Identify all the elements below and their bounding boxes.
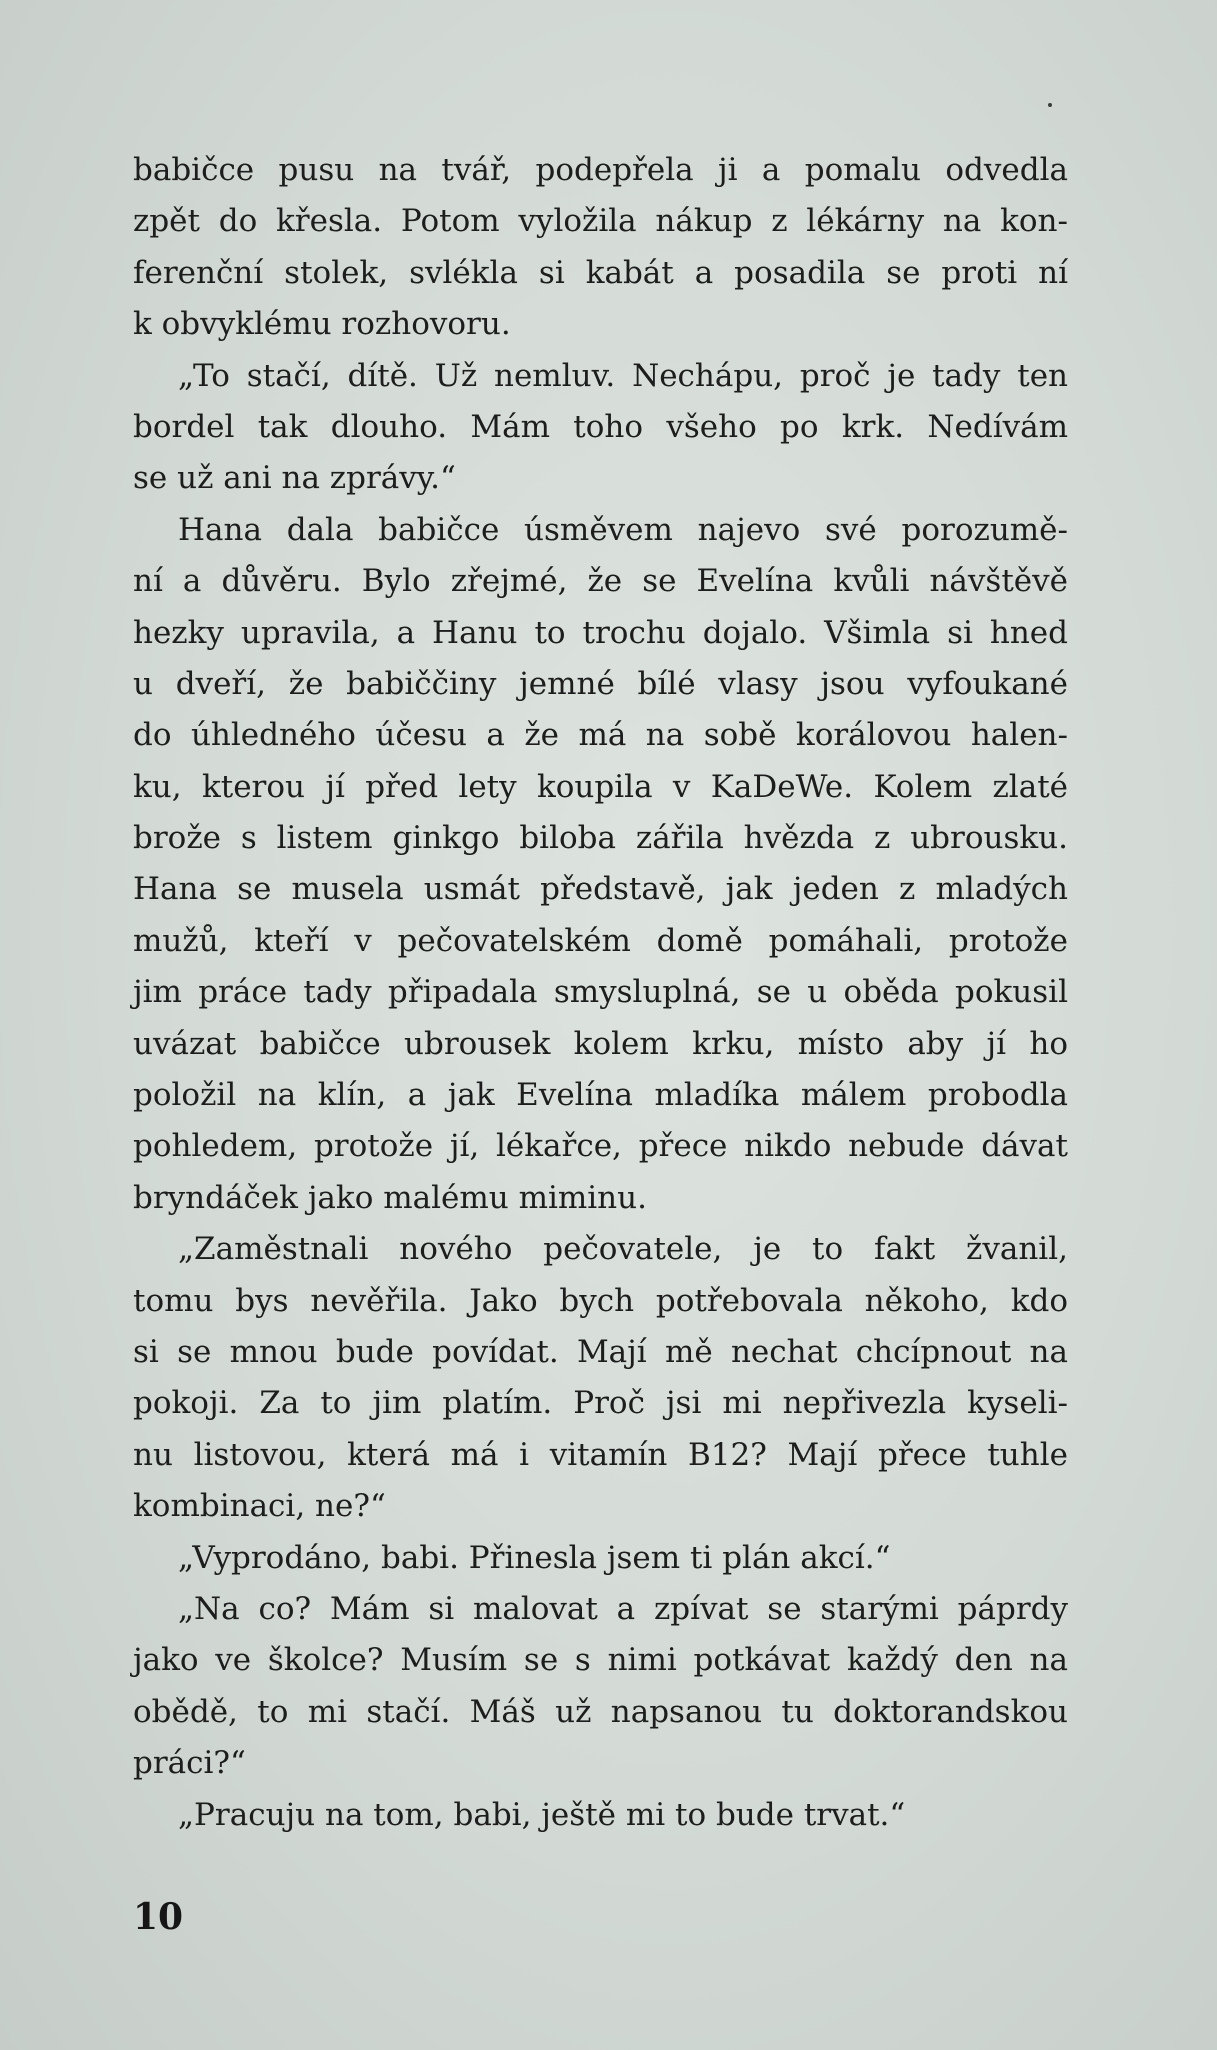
text-line: do úhledného účesu a že má na sobě korálovou halen- <box>133 717 1068 754</box>
text-line: si se mnou bude povídat. Mají mě nechat chcípnout na <box>133 1333 1068 1370</box>
text-line: nu listovou, která má i vitamín B12? Mají přece tuhle <box>133 1436 1068 1473</box>
text-line: obědě, to mi stačí. Máš už napsanou tu doktorandskou <box>133 1693 1068 1730</box>
text-line: bordel tak dlouho. Mám toho všeho po krk. Nedívám <box>133 408 1068 445</box>
text-line: uvázat babičce ubrousek kolem krku, místo aby jí ho <box>133 1025 1068 1062</box>
text-line: hezky upravila, a Hanu to trochu dojalo. Všimla si hned <box>133 614 1068 651</box>
text-line: pohledem, protože jí, lékařce, přece nikdo nebude dávat <box>133 1128 1068 1165</box>
text-line: brože s listem ginkgo biloba zářila hvězda z ubrousku. <box>133 820 1068 857</box>
text-line: k obvyklému rozhovoru. <box>133 306 511 343</box>
text-line: se už ani na zprávy.“ <box>133 460 456 497</box>
text-line: mužů, kteří v pečovatelském domě pomáhali, protože <box>133 922 1068 959</box>
text-line: u dveří, že babiččiny jemné bílé vlasy jsou vyfoukané <box>133 665 1068 702</box>
text-line: práci?“ <box>133 1745 246 1782</box>
text-line: bryndáček jako malému miminu. <box>133 1179 647 1216</box>
text-line: zpět do křesla. Potom vyložila nákup z lékárny na kon- <box>133 203 1068 240</box>
text-line: „Vyprodáno, babi. Přinesla jsem ti plán akcí.“ <box>178 1539 891 1576</box>
text-line: „Pracuju na tom, babi, ještě mi to bude trvat.“ <box>178 1796 906 1833</box>
body-text <box>133 145 1068 1841</box>
text-line: „To stačí, dítě. Už nemluv. Nechápu, proč je tady ten <box>178 357 1068 394</box>
text-line: pokoji. Za to jim platím. Proč jsi mi nepřivezla kyseli- <box>133 1385 1068 1422</box>
text-line: ní a důvěru. Bylo zřejmé, že se Evelína kvůli návštěvě <box>133 563 1068 600</box>
text-line: babičce pusu na tvář, podepřela ji a pomalu odvedla <box>133 152 1068 188</box>
page-number: 10 <box>133 1896 184 1938</box>
text-line: Hana dala babičce úsměvem najevo své porozumě- <box>178 511 1068 548</box>
text-line: jim práce tady připadala smysluplná, se u oběda pokusil <box>133 974 1068 1011</box>
text-line: položil na klín, a jak Evelína mladíka málem probodla <box>133 1077 1068 1114</box>
text-line: ku, kterou jí před lety koupila v KaDeWe. Kolem zlaté <box>133 768 1068 805</box>
text-line: „Zaměstnali nového pečovatele, je to fakt žvanil, <box>178 1231 1068 1268</box>
text-line: ferenční stolek, svlékla si kabát a posadila se proti ní <box>133 254 1068 291</box>
text-line: kombinaci, ne?“ <box>133 1488 386 1525</box>
text-line: Hana se musela usmát představě, jak jeden z mladých <box>133 871 1068 908</box>
text-line: tomu bys nevěřila. Jako bych potřebovala někoho, kdo <box>133 1282 1068 1319</box>
ink-speck <box>1048 103 1052 107</box>
text-line: jako ve školce? Musím se s nimi potkávat každý den na <box>133 1642 1068 1679</box>
text-line: „Na co? Mám si malovat a zpívat se starými páprdy <box>178 1590 1068 1627</box>
